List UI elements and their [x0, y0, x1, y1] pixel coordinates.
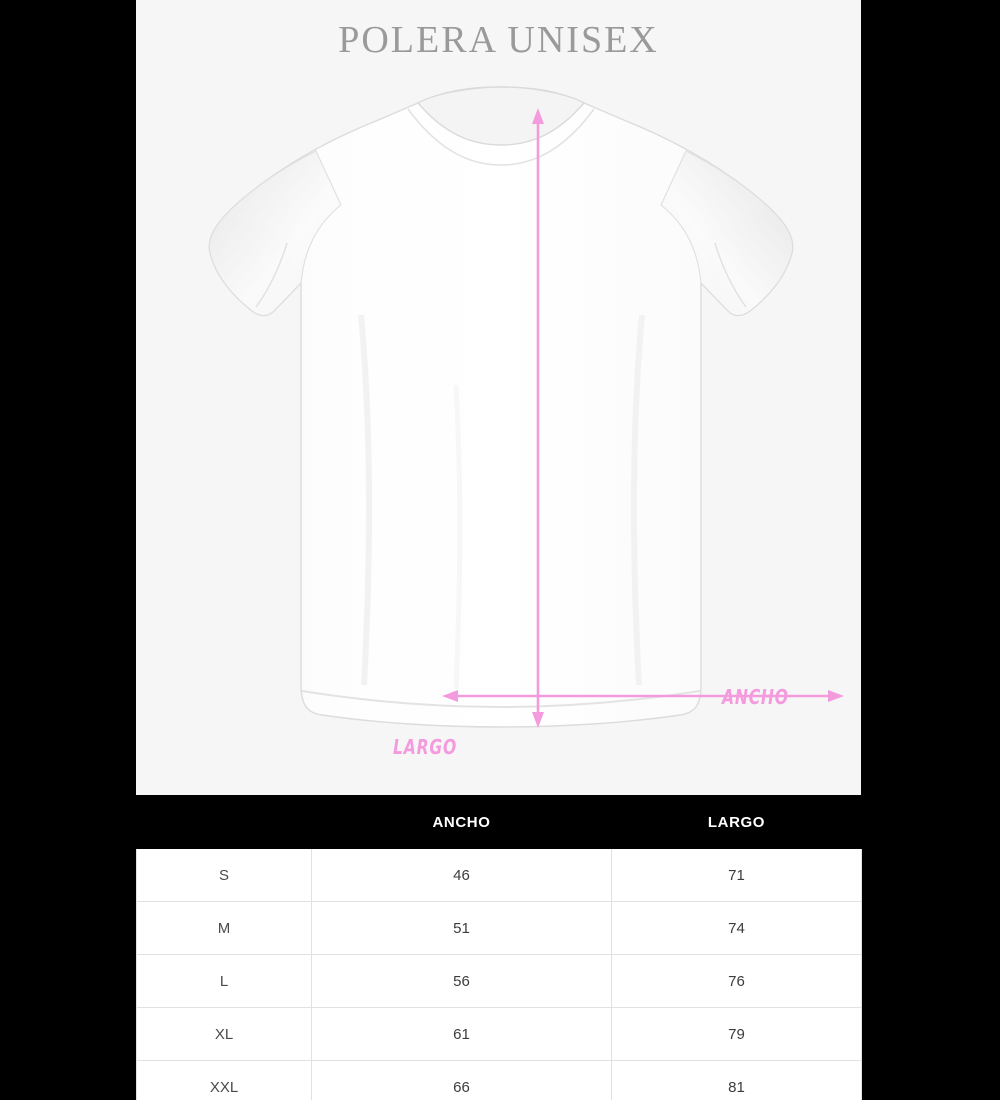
label-largo: LARGO [393, 735, 457, 759]
cell-size: S [137, 849, 312, 902]
cell-size: L [137, 955, 312, 1008]
tshirt-illustration [156, 85, 846, 745]
cell-size: XL [137, 1008, 312, 1061]
cell-size: XXL [137, 1061, 312, 1100]
table-header-largo: LARGO [612, 796, 862, 849]
cell-largo: 71 [612, 849, 862, 902]
table-header-size [137, 796, 312, 849]
table-header-ancho: ANCHO [312, 796, 612, 849]
cell-largo: 79 [612, 1008, 862, 1061]
table-row [137, 1008, 862, 1061]
cell-ancho: 61 [312, 1008, 612, 1061]
cell-size: M [137, 902, 312, 955]
label-ancho: ANCHO [722, 685, 789, 709]
cell-ancho: 66 [312, 1061, 612, 1100]
cell-ancho: 46 [312, 849, 612, 902]
table-row [137, 849, 862, 902]
table-header-row [137, 796, 862, 849]
size-table [136, 795, 862, 1100]
cell-largo: 74 [612, 902, 862, 955]
cell-largo: 76 [612, 955, 862, 1008]
content-panel [136, 0, 861, 1100]
table-row [137, 1061, 862, 1100]
cell-ancho: 51 [312, 902, 612, 955]
cell-ancho: 56 [312, 955, 612, 1008]
cell-largo: 81 [612, 1061, 862, 1100]
garment-illustration [136, 0, 861, 795]
table-row [137, 955, 862, 1008]
table-row [137, 902, 862, 955]
page-title: POLERA UNISEX [338, 19, 659, 61]
